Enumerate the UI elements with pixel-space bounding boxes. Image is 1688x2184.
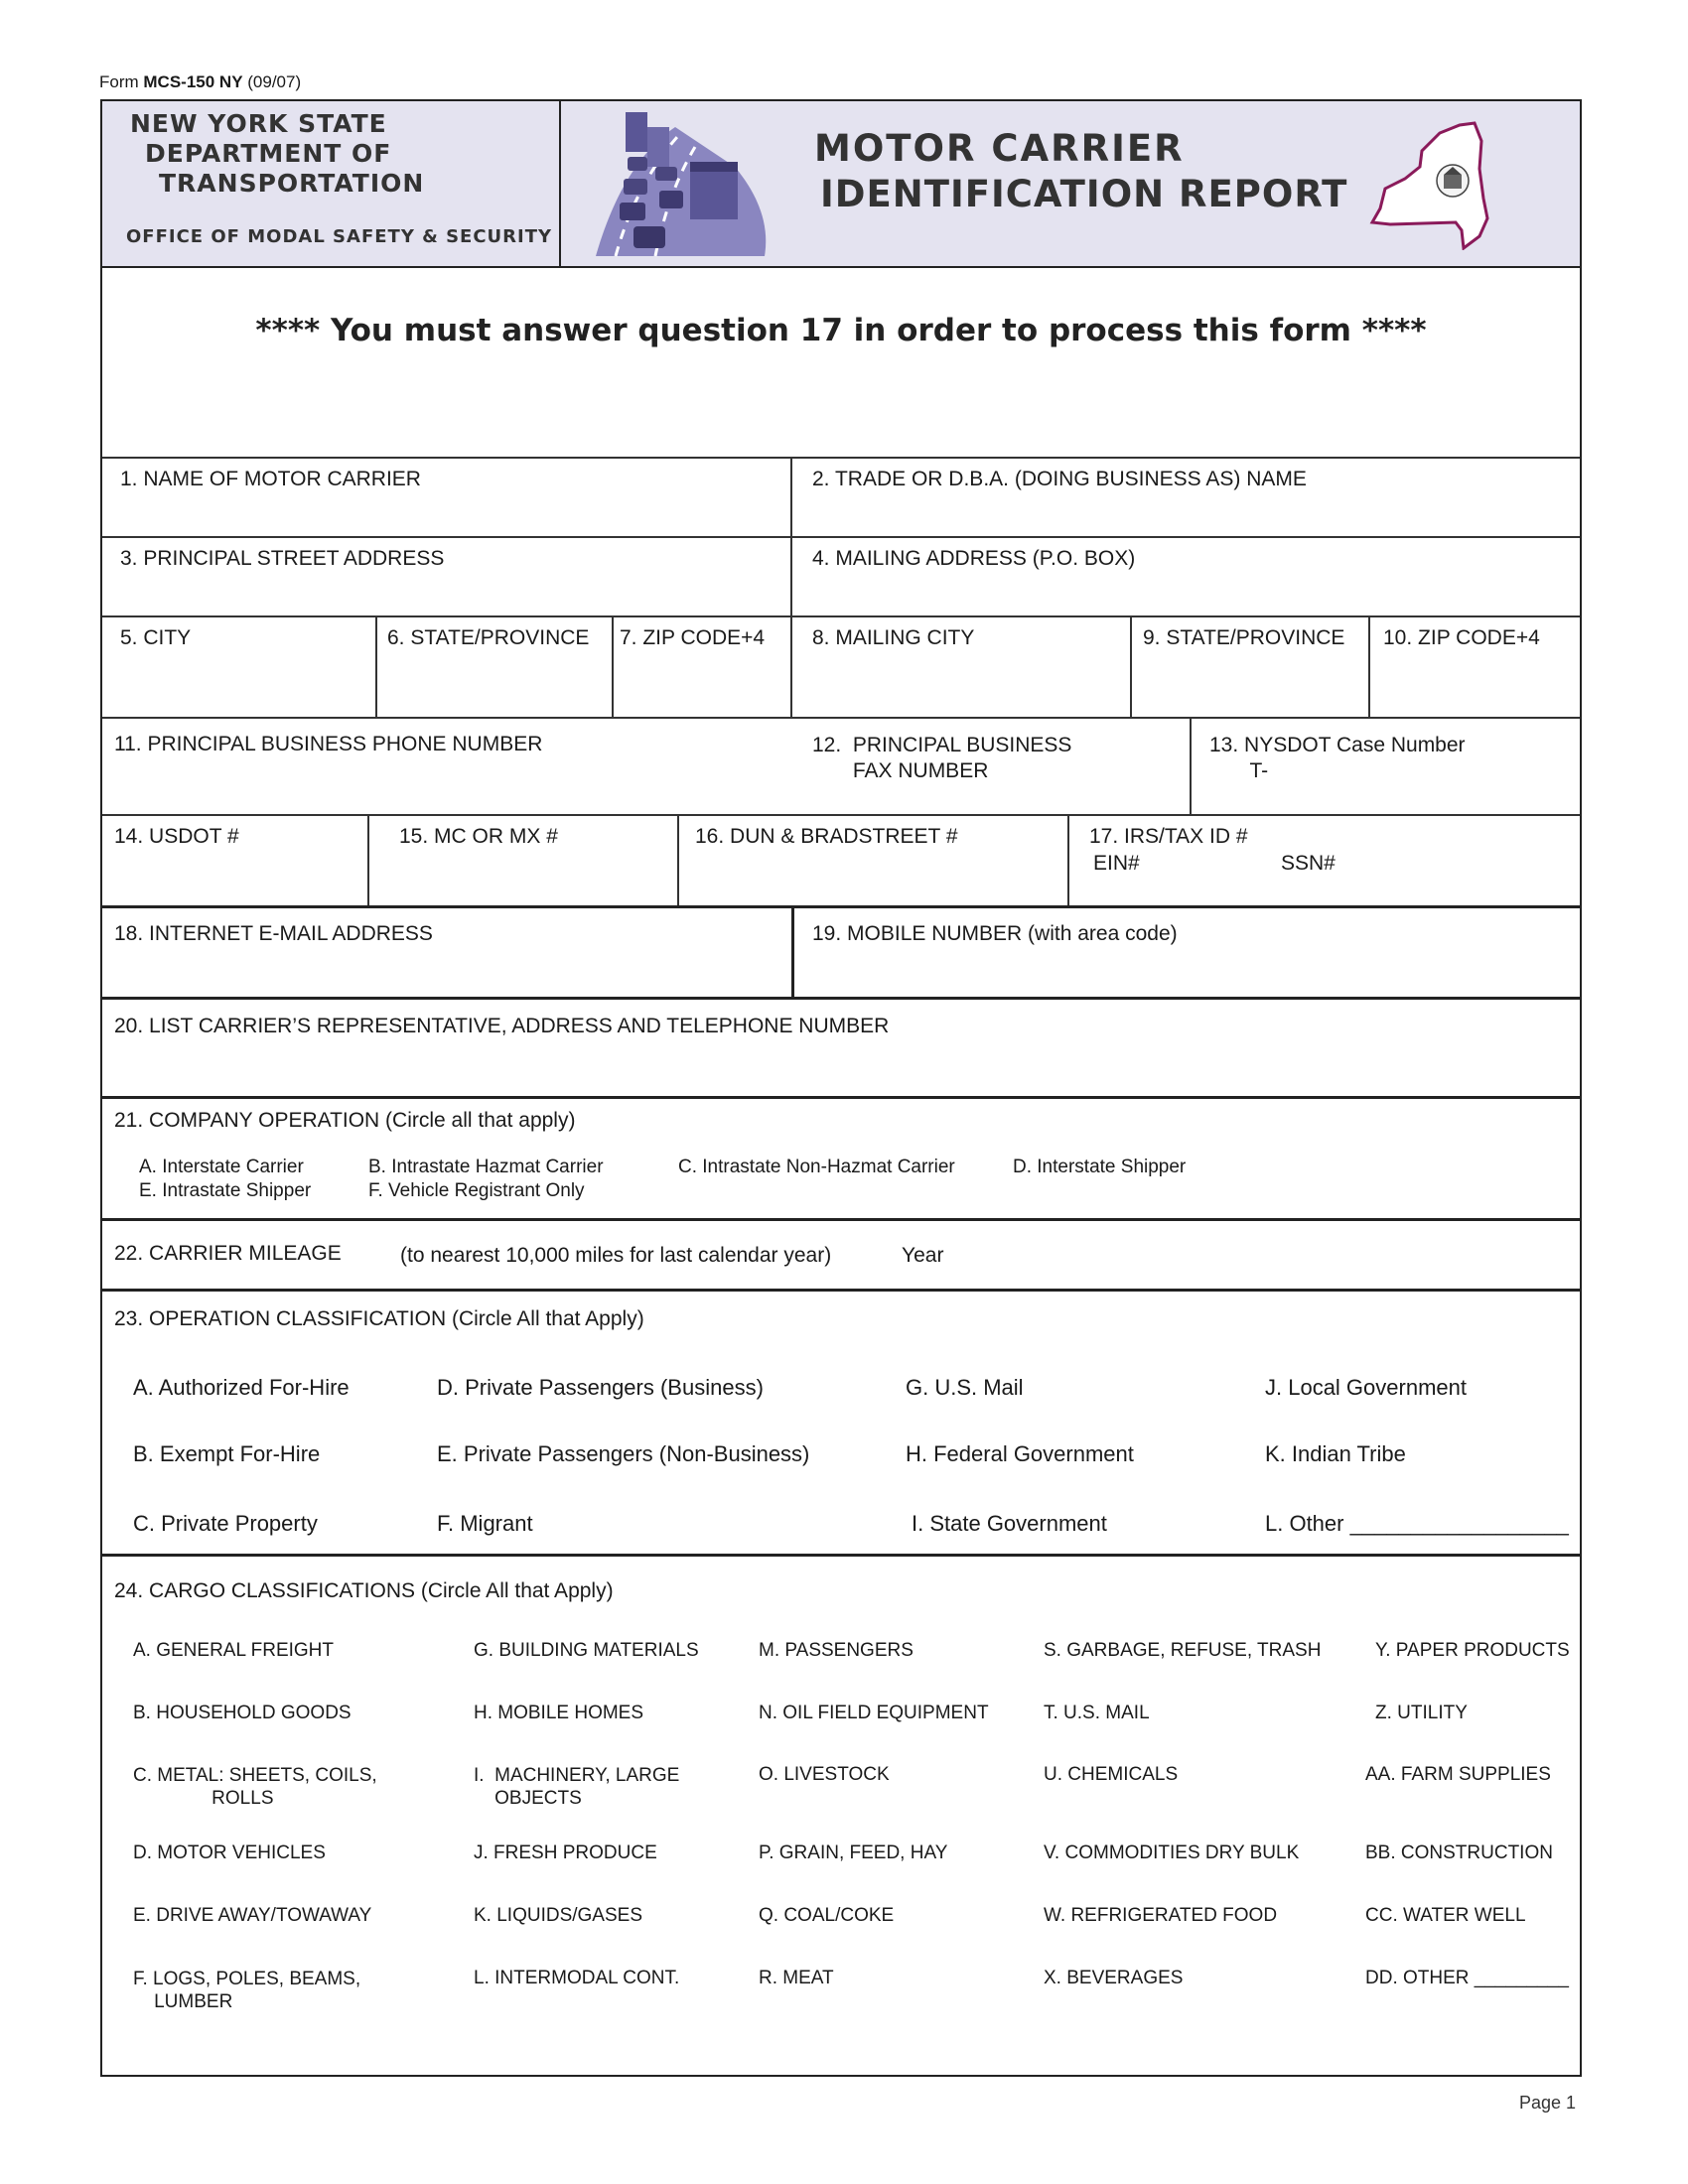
cargo-option-i[interactable]: I. MACHINERY, LARGE OBJECTS <box>474 1765 680 1809</box>
operation-class-option-a[interactable]: A. Authorized For-Hire <box>133 1375 350 1400</box>
column-divider <box>1368 615 1370 717</box>
cargo-option-j[interactable]: J. FRESH PRODUCE <box>474 1843 657 1863</box>
company-operation-option-b[interactable]: B. Intrastate Hazmat Carrier <box>368 1157 604 1177</box>
cargo-option-aa[interactable]: AA. FARM SUPPLIES <box>1365 1764 1551 1785</box>
operation-class-option-l[interactable]: L. Other __________________ <box>1265 1511 1569 1536</box>
column-divider <box>612 615 614 717</box>
row-divider <box>102 717 1580 719</box>
field-label-fax-number: 12. PRINCIPAL BUSINESS FAX NUMBER <box>812 734 1072 782</box>
cargo-option-k[interactable]: K. LIQUIDS/GASES <box>474 1905 642 1926</box>
cargo-option-cc[interactable]: CC. WATER WELL <box>1365 1905 1526 1926</box>
office-name: OFFICE OF MODAL SAFETY & SECURITY <box>126 226 553 247</box>
field-label-state: 6. STATE/PROVINCE <box>387 626 590 649</box>
row-divider <box>102 905 1580 908</box>
field-label-nysdot-case-number: 13. NYSDOT Case Number T- <box>1209 734 1466 782</box>
cargo-option-g[interactable]: G. BUILDING MATERIALS <box>474 1640 699 1661</box>
agency-name-line2: DEPARTMENT OF <box>145 139 392 168</box>
cargo-option-r[interactable]: R. MEAT <box>759 1968 834 1988</box>
cargo-option-u[interactable]: U. CHEMICALS <box>1044 1764 1179 1785</box>
cargo-option-n[interactable]: N. OIL FIELD EQUIPMENT <box>759 1703 989 1723</box>
cargo-option-m[interactable]: M. PASSENGERS <box>759 1640 914 1661</box>
agency-name-line1: NEW YORK STATE <box>130 109 387 138</box>
cargo-option-a[interactable]: A. GENERAL FREIGHT <box>133 1640 334 1661</box>
cargo-option-l[interactable]: L. INTERMODAL CONT. <box>474 1968 680 1988</box>
page-number: Page 1 <box>1519 2093 1577 2113</box>
company-operation-option-e[interactable]: E. Intrastate Shipper <box>139 1180 312 1201</box>
row-divider <box>102 1096 1580 1099</box>
operation-class-option-i[interactable]: I. State Government <box>912 1511 1107 1536</box>
field-label-mc-mx: 15. MC OR MX # <box>399 825 558 848</box>
cargo-option-bb[interactable]: BB. CONSTRUCTION <box>1365 1843 1553 1863</box>
cargo-option-z[interactable]: Z. UTILITY <box>1375 1703 1468 1723</box>
cargo-option-h[interactable]: H. MOBILE HOMES <box>474 1703 644 1723</box>
form-identifier: Form MCS-150 NY (09/07) <box>99 72 302 91</box>
field-label-irs-tax-id: 17. IRS/TAX ID # <box>1089 825 1248 848</box>
column-divider <box>791 905 794 997</box>
field-label-zip: 7. ZIP CODE+4 <box>620 626 766 649</box>
cargo-option-w[interactable]: W. REFRIGERATED FOOD <box>1044 1905 1278 1926</box>
form-title-line1: MOTOR CARRIER <box>814 127 1185 170</box>
row-divider <box>102 997 1580 1000</box>
cargo-option-t[interactable]: T. U.S. MAIL <box>1044 1703 1150 1723</box>
column-divider <box>367 814 369 905</box>
cargo-option-dd[interactable]: DD. OTHER _________ <box>1365 1968 1569 1988</box>
field-label-mailing-zip: 10. ZIP CODE+4 <box>1383 626 1540 649</box>
cargo-option-o[interactable]: O. LIVESTOCK <box>759 1764 890 1785</box>
operation-class-option-e[interactable]: E. Private Passengers (Non-Business) <box>437 1441 810 1466</box>
cargo-option-q[interactable]: Q. COAL/COKE <box>759 1905 895 1926</box>
row-divider <box>102 814 1580 816</box>
column-divider <box>1067 814 1069 905</box>
required-question-notice: **** You must answer question 17 in order to process this form **** <box>255 313 1427 348</box>
field-label-email: 18. INTERNET E-MAIL ADDRESS <box>114 922 433 945</box>
row-divider <box>102 1554 1580 1557</box>
company-operation-option-a[interactable]: A. Interstate Carrier <box>139 1157 304 1177</box>
field-label-dun-bradstreet: 16. DUN & BRADSTREET # <box>695 825 958 848</box>
cargo-option-b[interactable]: B. HOUSEHOLD GOODS <box>133 1703 352 1723</box>
cargo-option-x[interactable]: X. BEVERAGES <box>1044 1968 1184 1988</box>
column-divider <box>1190 717 1192 814</box>
cargo-option-y[interactable]: Y. PAPER PRODUCTS <box>1375 1640 1570 1661</box>
field-label-ein: EIN# <box>1093 852 1140 875</box>
cargo-option-d[interactable]: D. MOTOR VEHICLES <box>133 1843 326 1863</box>
column-divider <box>375 615 377 717</box>
section-label-operation-classification: 23. OPERATION CLASSIFICATION (Circle All that Apply) <box>114 1307 644 1330</box>
field-label-mailing-city: 8. MAILING CITY <box>812 626 975 649</box>
field-label-principal-address: 3. PRINCIPAL STREET ADDRESS <box>120 547 445 570</box>
column-divider <box>677 814 679 905</box>
cargo-option-s[interactable]: S. GARBAGE, REFUSE, TRASH <box>1044 1640 1322 1661</box>
cargo-option-f[interactable]: F. LOGS, POLES, BEAMS, LUMBER <box>133 1969 361 2012</box>
cargo-option-p[interactable]: P. GRAIN, FEED, HAY <box>759 1843 948 1863</box>
cargo-option-v[interactable]: V. COMMODITIES DRY BULK <box>1044 1843 1300 1863</box>
operation-class-option-j[interactable]: J. Local Government <box>1265 1375 1467 1400</box>
highway-traffic-illustration <box>586 107 774 262</box>
operation-class-option-f[interactable]: F. Migrant <box>437 1511 533 1536</box>
field-label-mobile-number: 19. MOBILE NUMBER (with area code) <box>812 922 1178 945</box>
row-divider <box>102 536 1580 538</box>
company-operation-option-c[interactable]: C. Intrastate Non-Hazmat Carrier <box>678 1157 955 1177</box>
row-divider <box>102 615 1580 617</box>
operation-class-option-k[interactable]: K. Indian Tribe <box>1265 1441 1406 1466</box>
section-label-cargo-classifications: 24. CARGO CLASSIFICATIONS (Circle All that Apply) <box>114 1579 614 1602</box>
carrier-mileage-note: (to nearest 10,000 miles for last calendar year) <box>400 1244 832 1267</box>
field-label-carrier-mileage: 22. CARRIER MILEAGE <box>114 1242 342 1265</box>
field-label-dba-name: 2. TRADE OR D.B.A. (DOING BUSINESS AS) NAME <box>812 468 1307 490</box>
operation-class-option-d[interactable]: D. Private Passengers (Business) <box>437 1375 764 1400</box>
field-label-carrier-representative: 20. LIST CARRIER’S REPRESENTATIVE, ADDRESS AND TELEPHONE NUMBER <box>114 1015 890 1037</box>
field-label-ssn: SSN# <box>1281 852 1336 875</box>
field-label-mailing-state: 9. STATE/PROVINCE <box>1143 626 1345 649</box>
new-york-state-map-icon <box>1360 119 1509 250</box>
operation-class-option-g[interactable]: G. U.S. Mail <box>906 1375 1024 1400</box>
row-divider <box>102 1289 1580 1292</box>
column-divider <box>1130 615 1132 717</box>
field-label-city: 5. CITY <box>120 626 192 649</box>
cargo-option-c[interactable]: C. METAL: SHEETS, COILS, ROLLS <box>133 1765 377 1809</box>
field-label-mailing-address: 4. MAILING ADDRESS (P.O. BOX) <box>812 547 1136 570</box>
header-divider <box>559 101 561 266</box>
field-label-business-phone: 11. PRINCIPAL BUSINESS PHONE NUMBER <box>114 733 543 755</box>
cargo-option-e[interactable]: E. DRIVE AWAY/TOWAWAY <box>133 1905 372 1926</box>
operation-class-option-h[interactable]: H. Federal Government <box>906 1441 1134 1466</box>
row-divider <box>102 457 1580 459</box>
agency-name-line3: TRANSPORTATION <box>159 169 425 198</box>
company-operation-option-d[interactable]: D. Interstate Shipper <box>1013 1157 1187 1177</box>
column-divider <box>790 457 792 717</box>
row-divider <box>102 1218 1580 1221</box>
field-label-mileage-year: Year <box>902 1244 944 1267</box>
operation-class-option-c[interactable]: C. Private Property <box>133 1511 318 1536</box>
field-label-carrier-name: 1. NAME OF MOTOR CARRIER <box>120 468 421 490</box>
field-label-usdot: 14. USDOT # <box>114 825 239 848</box>
section-label-company-operation: 21. COMPANY OPERATION (Circle all that apply) <box>114 1109 576 1132</box>
form-title-line2: IDENTIFICATION REPORT <box>820 173 1348 215</box>
company-operation-option-f[interactable]: F. Vehicle Registrant Only <box>368 1180 585 1201</box>
operation-class-option-b[interactable]: B. Exempt For-Hire <box>133 1441 321 1466</box>
